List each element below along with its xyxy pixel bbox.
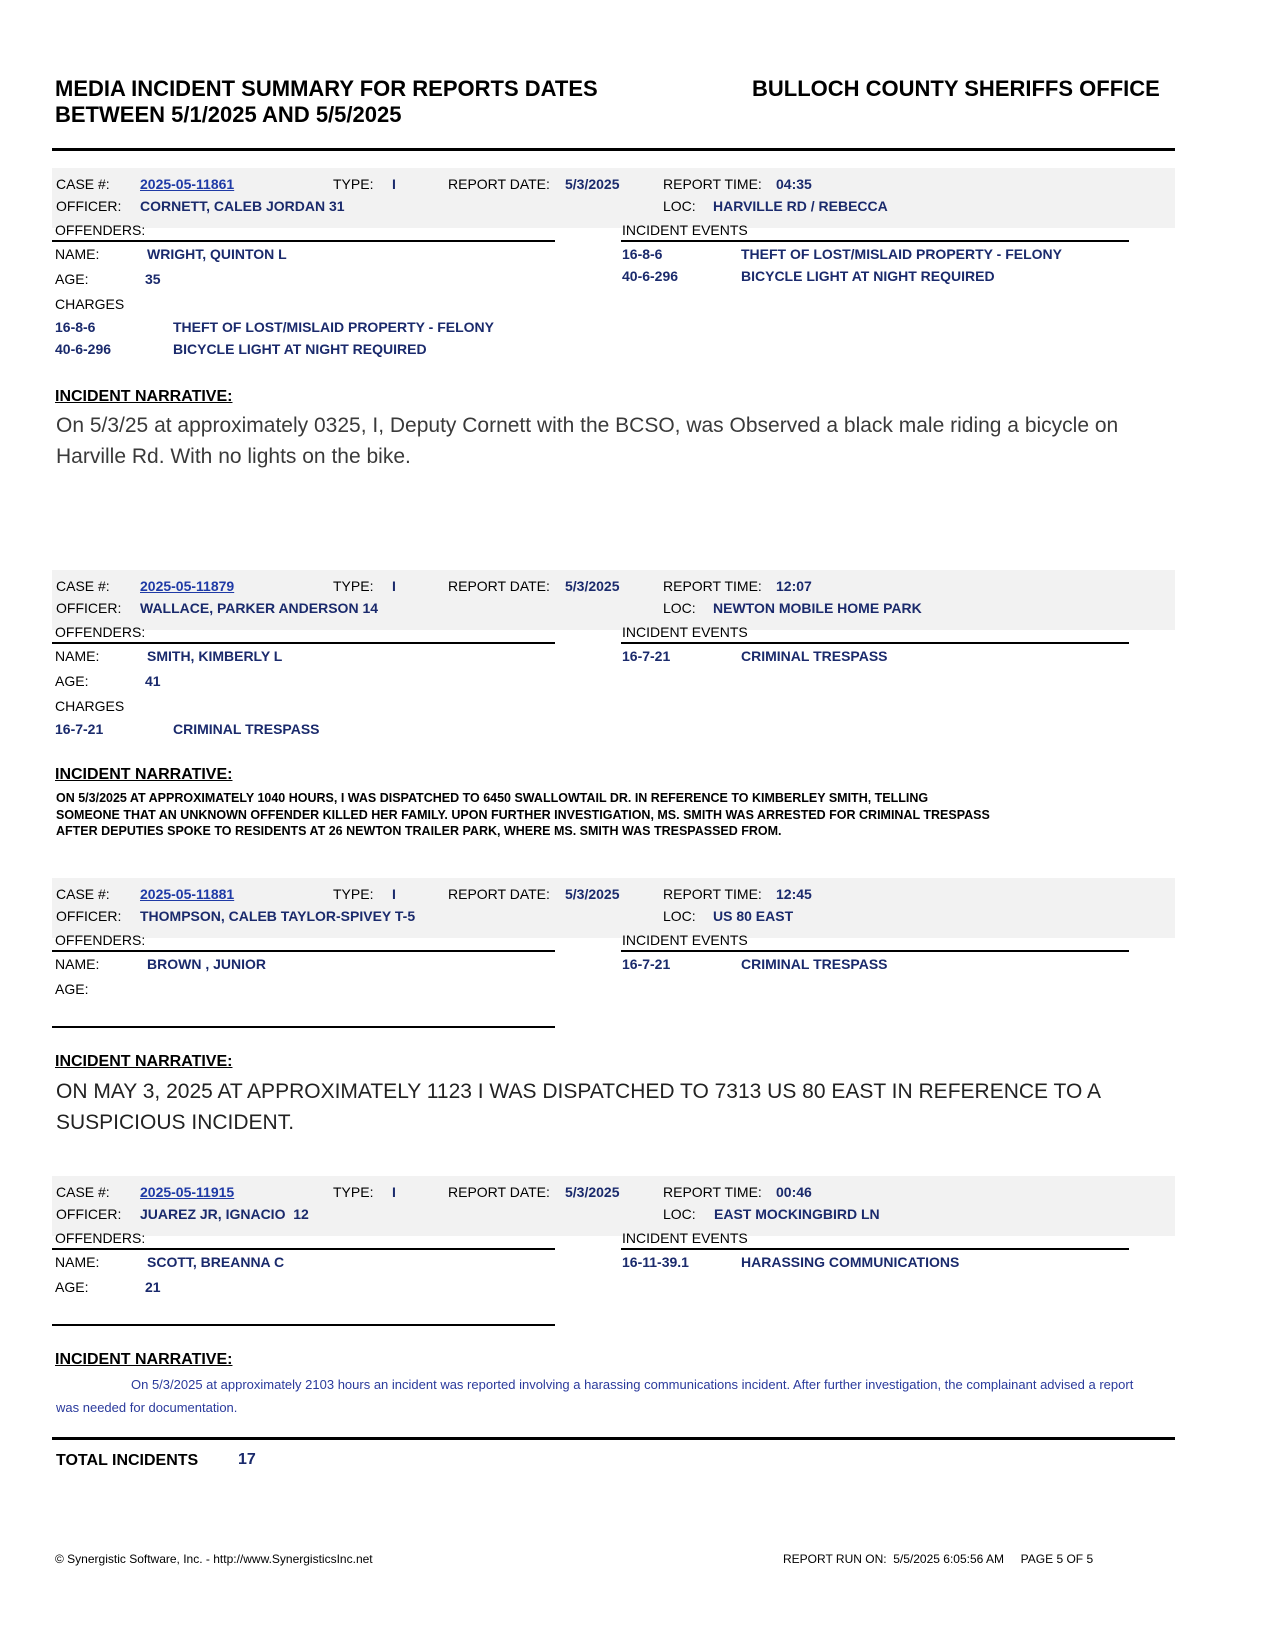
header-divider — [52, 148, 1175, 151]
event-code: 16-7-21 — [622, 648, 671, 664]
events-underline — [621, 642, 1129, 644]
type-value: I — [392, 1184, 396, 1200]
charge-desc: BICYCLE LIGHT AT NIGHT REQUIRED — [173, 341, 427, 357]
offender-age: 41 — [145, 673, 161, 689]
offender-name: SCOTT, BREANNA C — [147, 1254, 285, 1270]
event-code: 16-7-21 — [622, 956, 671, 972]
offenders-bottom-rule — [52, 1324, 555, 1326]
case-label: CASE #: — [56, 578, 110, 594]
report-date-value: 5/3/2025 — [565, 176, 620, 192]
age-label: AGE: — [55, 271, 89, 287]
type-label: TYPE: — [333, 578, 374, 594]
report-time-value: 04:35 — [776, 176, 812, 192]
loc-label: LOC: — [663, 198, 696, 214]
name-label: NAME: — [55, 648, 100, 664]
loc-value: EAST MOCKINGBIRD LN — [714, 1206, 880, 1222]
officer-value: JUAREZ JR, IGNACIO 12 — [140, 1206, 309, 1222]
report-title-line1: MEDIA INCIDENT SUMMARY FOR REPORTS DATES — [55, 76, 598, 101]
event-desc: CRIMINAL TRESPASS — [741, 956, 888, 972]
charge-desc: THEFT OF LOST/MISLAID PROPERTY - FELONY — [173, 319, 494, 335]
event-code: 16-8-6 — [622, 246, 663, 262]
copyright-footer: © Synergistic Software, Inc. - http://www.SynergisticsInc.net — [55, 1552, 373, 1566]
report-date-value: 5/3/2025 — [565, 886, 620, 902]
offender-name: WRIGHT, QUINTON L — [147, 246, 287, 262]
loc-value: US 80 EAST — [713, 908, 794, 924]
charges-label: CHARGES — [55, 698, 125, 714]
incident-events-label: INCIDENT EVENTS — [622, 624, 748, 640]
officer-label: OFFICER: — [56, 1206, 122, 1222]
total-incidents-value: 17 — [238, 1451, 256, 1468]
report-title-line2: BETWEEN 5/1/2025 AND 5/5/2025 — [55, 102, 402, 127]
total-incidents-label: TOTAL INCIDENTS — [56, 1452, 199, 1469]
loc-label: LOC: — [663, 908, 696, 924]
narrative-line: ON 5/3/2025 AT APPROXIMATELY 1040 HOURS, I WAS DISPATCHED TO 6450 SWALLOWTAIL DR. IN REFERENCE TO KIMBERLEY SMITH, TELLING — [56, 791, 929, 805]
case-number-link[interactable]: 2025-05-11861 — [140, 176, 235, 192]
events-underline — [621, 1248, 1129, 1250]
name-label: NAME: — [55, 1254, 100, 1270]
loc-label: LOC: — [663, 600, 696, 616]
offenders-underline — [52, 240, 555, 242]
charge-desc: CRIMINAL TRESPASS — [173, 721, 320, 737]
agency-name: BULLOCH COUNTY SHERIFFS OFFICE — [752, 76, 1160, 101]
narrative-text: On 5/3/2025 at approximately 2103 hours an incident was reported involving a harassing communications incident. After further investigation, the complainant advised a report was needed for documentation. — [56, 1377, 1134, 1415]
narrative-line: AFTER DEPUTIES SPOKE TO RESIDENTS AT 26 NEWTON TRAILER PARK, WHERE MS. SMITH WAS TRESPASSED FROM. — [56, 824, 782, 838]
offenders-label: OFFENDERS: — [55, 624, 146, 640]
event-code: 40-6-296 — [622, 268, 679, 284]
type-label: TYPE: — [333, 176, 374, 192]
offenders-underline — [52, 1248, 555, 1250]
offenders-underline — [52, 642, 555, 644]
offender-name: BROWN , JUNIOR — [147, 956, 266, 972]
report-time-label: REPORT TIME: — [663, 176, 762, 192]
case-label: CASE #: — [56, 886, 110, 902]
offender-age: 21 — [145, 1279, 161, 1295]
officer-value: CORNETT, CALEB JORDAN 31 — [140, 198, 345, 214]
report-date-label: REPORT DATE: — [448, 886, 550, 902]
case-number-link[interactable]: 2025-05-11879 — [140, 578, 235, 594]
charge-code: 40-6-296 — [55, 341, 112, 357]
footer-divider — [52, 1437, 1175, 1440]
name-label: NAME: — [55, 956, 100, 972]
case-number-link[interactable]: 2025-05-11881 — [140, 886, 235, 902]
narrative-text — [56, 790, 1150, 840]
report-date-label: REPORT DATE: — [448, 176, 550, 192]
incident-events-label: INCIDENT EVENTS — [622, 932, 748, 948]
report-date-label: REPORT DATE: — [448, 1184, 550, 1200]
narrative-text: ON MAY 3, 2025 AT APPROXIMATELY 1123 I WAS DISPATCHED TO 7313 US 80 EAST IN REFERENCE TO A SUSPICIOUS INCIDENT. — [56, 1080, 1100, 1134]
case-label: CASE #: — [56, 1184, 110, 1200]
loc-value: HARVILLE RD / REBECCA — [713, 198, 888, 214]
narrative-text: On 5/3/25 at approximately 0325, I, Deputy Cornett with the BCSO, was Observed a black male riding a bicycle on Harville Rd. With no lights on the bike. — [56, 414, 1119, 468]
type-label: TYPE: — [333, 886, 374, 902]
report-time-label: REPORT TIME: — [663, 886, 762, 902]
event-desc: HARASSING COMMUNICATIONS — [741, 1254, 960, 1270]
offenders-label: OFFENDERS: — [55, 1230, 146, 1246]
narrative-heading: INCIDENT NARRATIVE: — [55, 1351, 233, 1368]
type-label: TYPE: — [333, 1184, 374, 1200]
offender-age: 35 — [145, 271, 161, 287]
incident-events-label: INCIDENT EVENTS — [622, 1230, 748, 1246]
event-desc: BICYCLE LIGHT AT NIGHT REQUIRED — [741, 268, 995, 284]
type-value: I — [392, 176, 396, 192]
case-label: CASE #: — [56, 176, 110, 192]
offenders-label: OFFENDERS: — [55, 222, 146, 238]
event-desc: CRIMINAL TRESPASS — [741, 648, 888, 664]
officer-label: OFFICER: — [56, 198, 122, 214]
charges-label: CHARGES — [55, 296, 125, 312]
narrative-heading: INCIDENT NARRATIVE: — [55, 1053, 233, 1070]
events-underline — [621, 240, 1129, 242]
narrative-line: SOMEONE THAT AN UNKNOWN OFFENDER KILLED HER FAMILY. UPON FURTHER INVESTIGATION, MS. SMITH WAS ARRESTED FOR CRIMINAL TRESPASS — [56, 807, 990, 822]
report-date-value: 5/3/2025 — [565, 578, 620, 594]
event-desc: THEFT OF LOST/MISLAID PROPERTY - FELONY — [741, 246, 1062, 262]
report-time-label: REPORT TIME: — [663, 1184, 762, 1200]
report-time-value: 12:07 — [776, 578, 812, 594]
narrative-heading: INCIDENT NARRATIVE: — [55, 766, 233, 783]
officer-value: THOMPSON, CALEB TAYLOR-SPIVEY T-5 — [140, 908, 416, 924]
offenders-bottom-rule — [52, 1026, 555, 1028]
charge-code: 16-7-21 — [55, 721, 104, 737]
age-label: AGE: — [55, 673, 89, 689]
report-time-value: 00:46 — [776, 1184, 812, 1200]
type-value: I — [392, 886, 396, 902]
report-title — [55, 76, 695, 128]
offenders-label: OFFENDERS: — [55, 932, 146, 948]
age-label: AGE: — [55, 1279, 89, 1295]
report-run-footer: REPORT RUN ON: 5/5/2025 6:05:56 AM PAGE 5 OF 5 — [783, 1552, 1094, 1566]
type-value: I — [392, 578, 396, 594]
offenders-underline — [52, 950, 555, 952]
charge-code: 16-8-6 — [55, 319, 96, 335]
case-number-link[interactable]: 2025-05-11915 — [140, 1184, 235, 1200]
loc-label: LOC: — [663, 1206, 696, 1222]
officer-label: OFFICER: — [56, 600, 122, 616]
incident-events-label: INCIDENT EVENTS — [622, 222, 748, 238]
report-date-value: 5/3/2025 — [565, 1184, 620, 1200]
report-time-label: REPORT TIME: — [663, 578, 762, 594]
report-time-value: 12:45 — [776, 886, 812, 902]
age-label: AGE: — [55, 981, 89, 997]
officer-label: OFFICER: — [56, 908, 122, 924]
narrative-heading: INCIDENT NARRATIVE: — [55, 388, 233, 405]
offender-name: SMITH, KIMBERLY L — [147, 648, 283, 664]
name-label: NAME: — [55, 246, 100, 262]
events-underline — [621, 950, 1129, 952]
loc-value: NEWTON MOBILE HOME PARK — [713, 600, 922, 616]
officer-value: WALLACE, PARKER ANDERSON 14 — [140, 600, 379, 616]
report-date-label: REPORT DATE: — [448, 578, 550, 594]
event-code: 16-11-39.1 — [622, 1254, 689, 1270]
